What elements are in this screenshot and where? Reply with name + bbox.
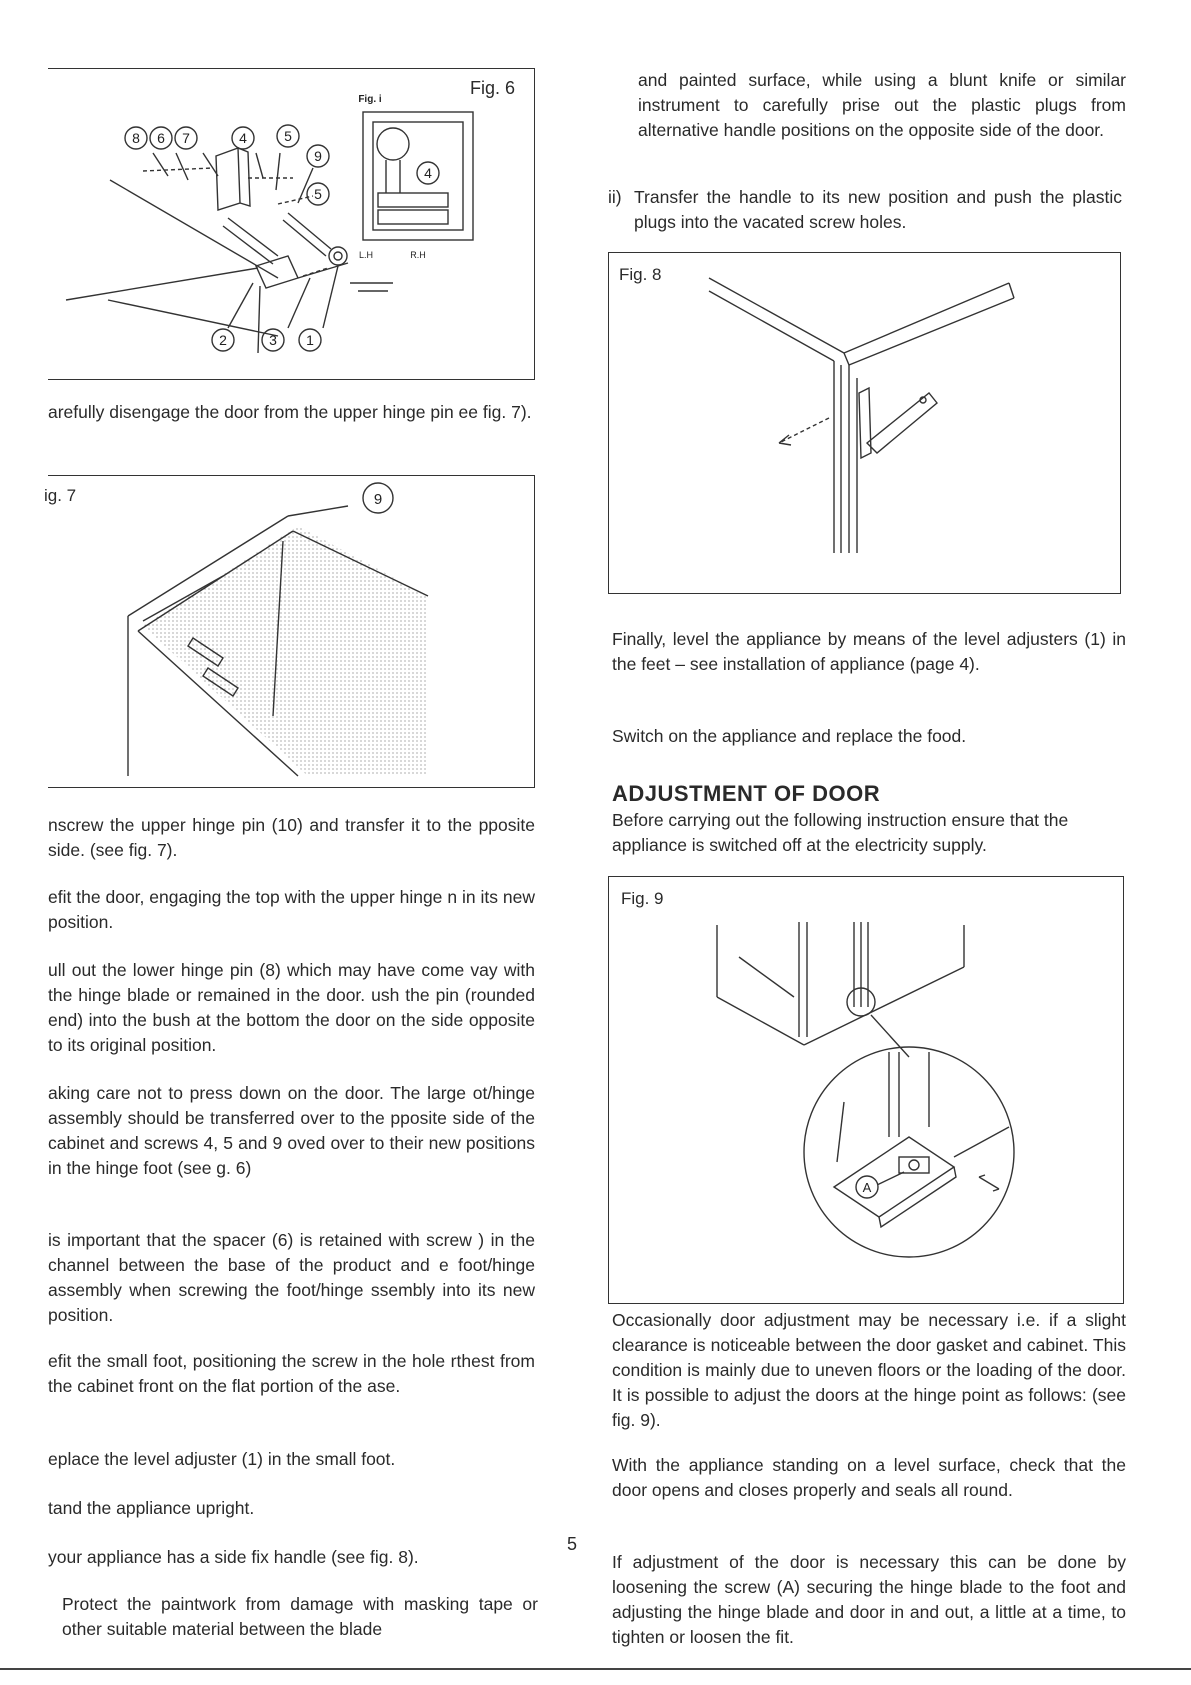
list-item-ii-text: Transfer the handle to its new position and push the plastic plugs into the vacated screw holes. bbox=[634, 187, 1122, 232]
figure-6-drawing bbox=[48, 68, 535, 380]
left-para-6: is important that the spacer (6) is retained with screw ) in the channel between the base of the product and e foot/hinge assembly when screwing the foot/hinge ssembly into its new position. bbox=[48, 1230, 535, 1325]
figure-8-drawing bbox=[609, 253, 1122, 595]
left-para-2: nscrew the upper hinge pin (10) and transfer it to the pposite side. (see fig. 7). bbox=[48, 815, 535, 860]
list-item-ii bbox=[608, 185, 1126, 235]
page-number: 5 bbox=[567, 1534, 578, 1554]
list-item-ii-number: ii) bbox=[608, 187, 622, 207]
figure-9 bbox=[608, 876, 1124, 1304]
fig6-callout-1: 1 bbox=[306, 332, 314, 348]
fig9-callout-a: A bbox=[862, 1180, 872, 1195]
fig6-rh-label: R.H bbox=[410, 250, 426, 260]
right-para-3: Switch on the appliance and replace the food. bbox=[612, 726, 967, 746]
fig6-callout-6: 6 bbox=[157, 130, 165, 146]
left-para-7: efit the small foot, positioning the screw in the hole rthest from the cabinet front on the flat portion of the ase. bbox=[48, 1351, 535, 1396]
figure-6-label: Fig. 6 bbox=[470, 78, 516, 98]
left-para-1: arefully disengage the door from the upper hinge pin ee fig. 7). bbox=[48, 402, 532, 422]
left-para-10: your appliance has a side fix handle (see fig. 8). bbox=[48, 1547, 419, 1567]
fig6-callout-7: 7 bbox=[182, 130, 190, 146]
right-para-6: With the appliance standing on a level surface, check that the door opens and closes properly and seals all round. bbox=[612, 1455, 1126, 1500]
fig6-callout-5b: 5 bbox=[314, 186, 322, 202]
left-para-5: aking care not to press down on the door. The large ot/hinge assembly should be transferred over to the pposite side of the cabinet and screws 4, 5 and 9 oved over to their new positions in the hinge foot (see g. 6) bbox=[48, 1083, 535, 1178]
bottom-rule bbox=[0, 1668, 1191, 1670]
figure-7-label: ig. 7 bbox=[44, 486, 77, 505]
fig6-callout-5: 5 bbox=[284, 128, 292, 144]
right-para-1: and painted surface, while using a blunt knife or similar instrument to carefully prise out the plastic plugs from alternative handle positions on the opposite side of the door. bbox=[638, 70, 1126, 140]
figure-6 bbox=[48, 68, 535, 380]
right-para-5: Occasionally door adjustment may be necessary i.e. if a slight clearance is noticeable between the door gasket and cabinet. This condition is mainly due to uneven floors or the loading of the door. It is possible to adjust the doors at the hinge point as follows: (see fig. 9). bbox=[612, 1310, 1126, 1430]
left-para-11: Protect the paintwork from damage with masking tape or other suitable material between the blade bbox=[62, 1594, 538, 1639]
left-para-9: tand the appliance upright. bbox=[48, 1498, 255, 1518]
fig6-callout-9: 9 bbox=[314, 148, 322, 164]
fig6-callout-3: 3 bbox=[269, 332, 277, 348]
figure-8-label: Fig. 8 bbox=[619, 265, 662, 284]
figure-7 bbox=[44, 475, 535, 788]
fig7-callout-9: 9 bbox=[373, 491, 383, 508]
fig6-callout-4: 4 bbox=[239, 130, 247, 146]
fig6-callout-8: 8 bbox=[132, 130, 140, 146]
fig6-callout-4b: 4 bbox=[424, 165, 432, 181]
right-para-4: Before carrying out the following instruction ensure that the appliance is switched off at the electricity supply. bbox=[612, 810, 1069, 855]
left-para-3: efit the door, engaging the top with the upper hinge n in its new position. bbox=[48, 887, 535, 932]
figure-8 bbox=[608, 252, 1121, 594]
left-para-8: eplace the level adjuster (1) in the small foot. bbox=[48, 1449, 396, 1469]
fig6-lh-label: L.H bbox=[358, 250, 374, 260]
right-para-2: Finally, level the appliance by means of the level adjusters (1) in the feet – see installation of appliance (page 4). bbox=[612, 629, 1126, 674]
right-para-7: If adjustment of the door is necessary this can be done by loosening the screw (A) securing the hinge blade to the foot and adjusting the hinge blade and door in and out, a little at a time, to tighten or loosen the fit. bbox=[612, 1552, 1126, 1647]
fig6-inset-label: Fig. i bbox=[358, 94, 382, 105]
fig6-callout-2: 2 bbox=[219, 332, 227, 348]
figure-7-drawing bbox=[48, 476, 535, 789]
figure-9-label: Fig. 9 bbox=[621, 889, 664, 908]
left-para-4: ull out the lower hinge pin (8) which may have come vay with the hinge blade or remained in the door. ush the pin (rounded end) into the bush at the bottom the door on the side opposite to its original position. bbox=[48, 960, 535, 1055]
figure-9-drawing bbox=[609, 877, 1125, 1305]
section-heading: ADJUSTMENT OF DOOR bbox=[612, 781, 881, 806]
